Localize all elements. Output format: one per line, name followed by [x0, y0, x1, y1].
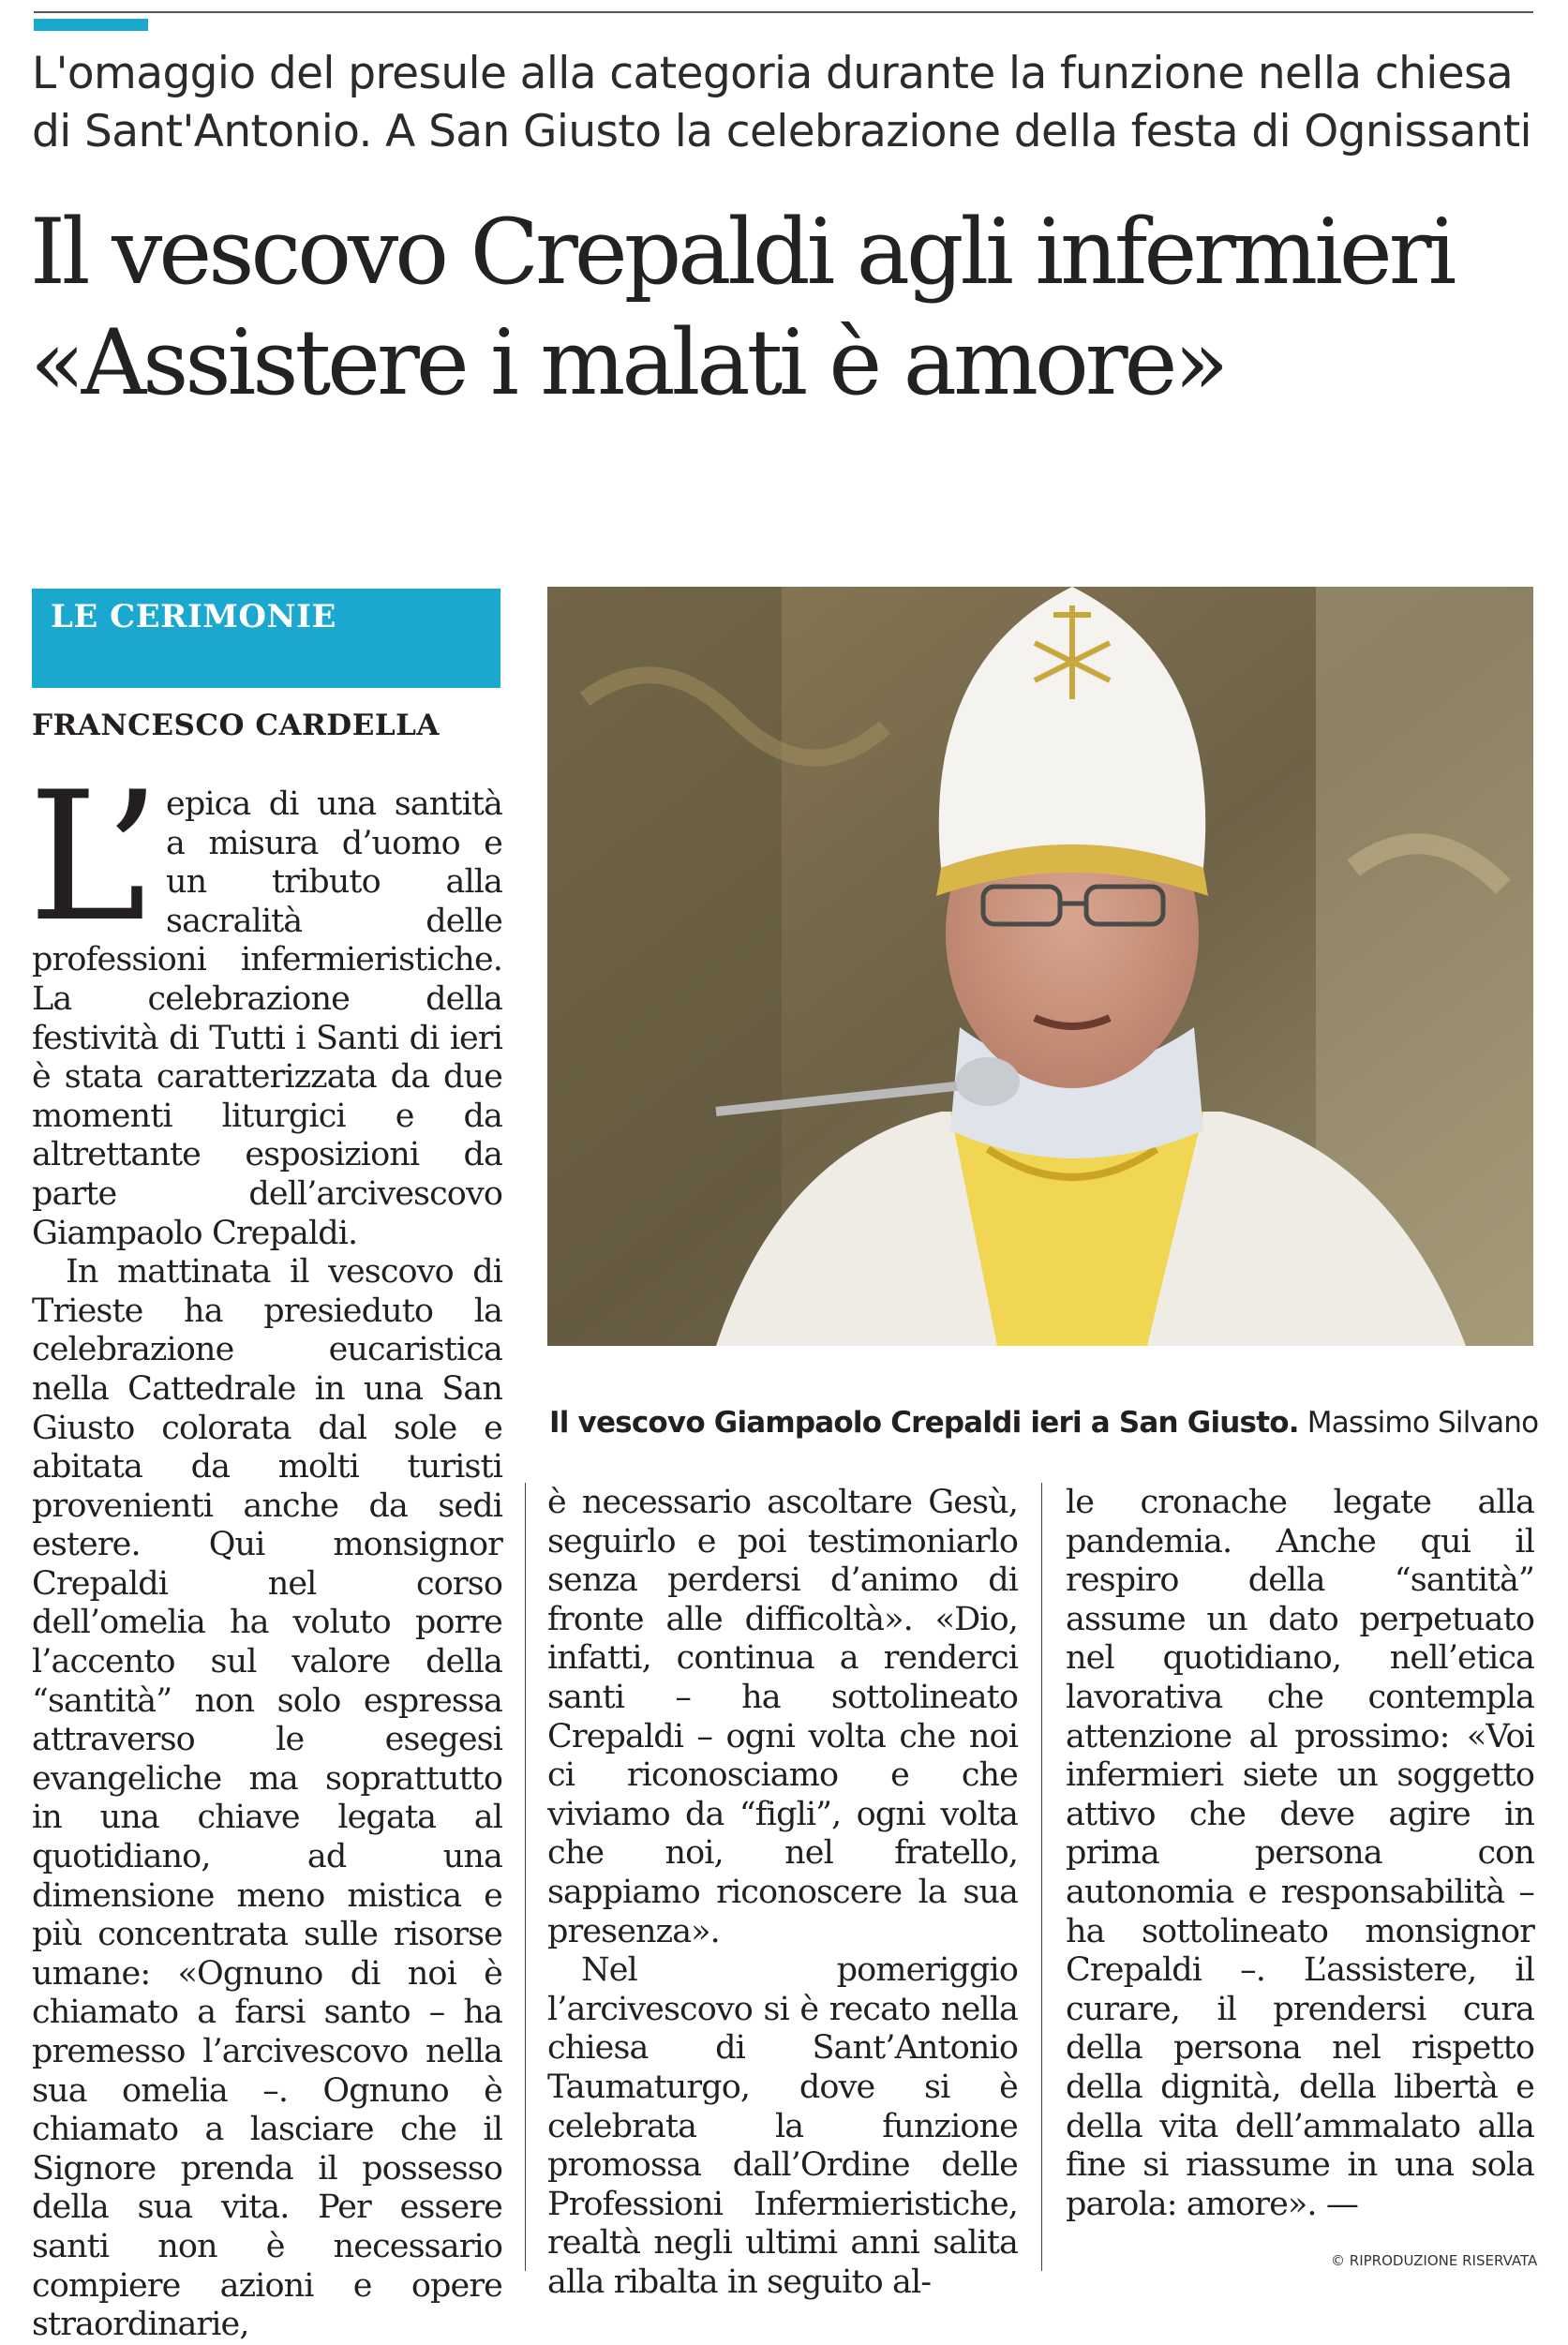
- article-paragraph: le cronache legate alla pandemia. Anche qui il respiro della “santità” assume un dato perpetuato nel quotidiano, nell’etica lavorativa che contempla attenzione al prossimo: «Voi infermieri siete un soggetto attivo che deve agire in prima persona con autonomia e responsabilità – ha sottolineato monsignor Crepaldi –. L’assistere, il curare, il prendersi cura della persona nel rispetto della dignità, della libertà e della vita dell’ammalato alla fine si riassume in una sola parola: amore». —: [1066, 1484, 1534, 2223]
- photo-credit: Massimo Silvano: [1298, 1406, 1539, 1440]
- subheadline-line-2: di Sant'Antonio. A San Giusto la celebrazione della festa di Ognissanti: [32, 106, 1532, 157]
- kicker-label: LE CERIMONIE: [51, 598, 336, 635]
- photo-caption: [549, 1406, 1539, 1440]
- article-paragraph: In mattinata il vescovo di Trieste ha presieduto la celebrazione eucaristica nella Cattedrale in una San Giusto colorata dal sole e abitata da molti turisti provenienti anche da sedi estere. Qui monsignor Crepaldi nel corso dell’omelia ha voluto porre l’accento sul valore della “santità” non solo espressa attraverso le esegesi evangeliche ma soprattutto in una chiave legata al quotidiano, ad una dimensione meno mistica e più concentrata sulle risorse umane: «Ognuno di noi è chiamato a farsi santo – ha premesso l’arcivescovo nella sua omelia –. Ognuno è chiamato a lasciare che il Signore prenda il possesso della sua vita. Per essere santi non è necessario compiere azioni e opere straordinarie,: [32, 1253, 502, 2344]
- byline: FRANCESCO CARDELLA: [32, 709, 440, 742]
- article-paragraph: è necessario ascoltare Gesù, seguirlo e poi testimoniarlo senza perdersi d’animo di fronte alle difficoltà». «Dio, infatti, continua a renderci santi – ha sottolineato Crepaldi – ogni volta che noi ci riconosciamo e che viviamo da “figli”, ogni volta che noi, nel fratello, sappiamo riconoscere la sua presenza».: [547, 1484, 1018, 1950]
- section-accent-bar: [34, 19, 148, 31]
- article-paragraph: Nel pomeriggio l’arcivescovo si è recato nella chiesa di Sant’Antonio Taumaturgo, dove si è celebrata la funzione promossa dall’Ordine delle Professioni Infermieristiche, realtà negli ultimi anni salita alla ribalta in seguito al-: [547, 1951, 1018, 2301]
- subheadline-line-1: L'omaggio del presule alla categoria durante la funzione nella chiesa: [32, 48, 1514, 99]
- headline-line-1: Il vescovo Crepaldi agli infermieri: [30, 200, 1454, 305]
- subheadline: [32, 45, 1541, 161]
- drop-cap: L’: [28, 754, 161, 961]
- paragraph-text: epica di una santità a misura d’uomo e un tributo alla sacralità delle professioni infermieristiche. La celebrazione della festività di Tutti i Santi di ieri è stata caratterizzata da due momenti liturgici e da altrettante esposizioni da parte dell’arcivescovo Giampaolo Crepaldi.: [32, 785, 502, 1252]
- caption-text: Il vescovo Giampaolo Crepaldi ieri a San Giusto.: [549, 1406, 1299, 1440]
- article-photo: [547, 587, 1533, 1346]
- article-column-2: [547, 1484, 1018, 2302]
- column-divider: [1041, 1483, 1042, 2271]
- copyright-notice: © RIPRODUZIONE RISERVATA: [1331, 2252, 1538, 2269]
- headline-line-2: «Assistere i malati è amore»: [30, 310, 1226, 415]
- article-column-1: [28, 754, 502, 2345]
- article-column-3: [1066, 1484, 1534, 2224]
- headline: [30, 197, 1548, 418]
- column-divider: [525, 1483, 526, 2271]
- article-paragraph: [28, 754, 502, 1253]
- top-rule: [34, 11, 1533, 13]
